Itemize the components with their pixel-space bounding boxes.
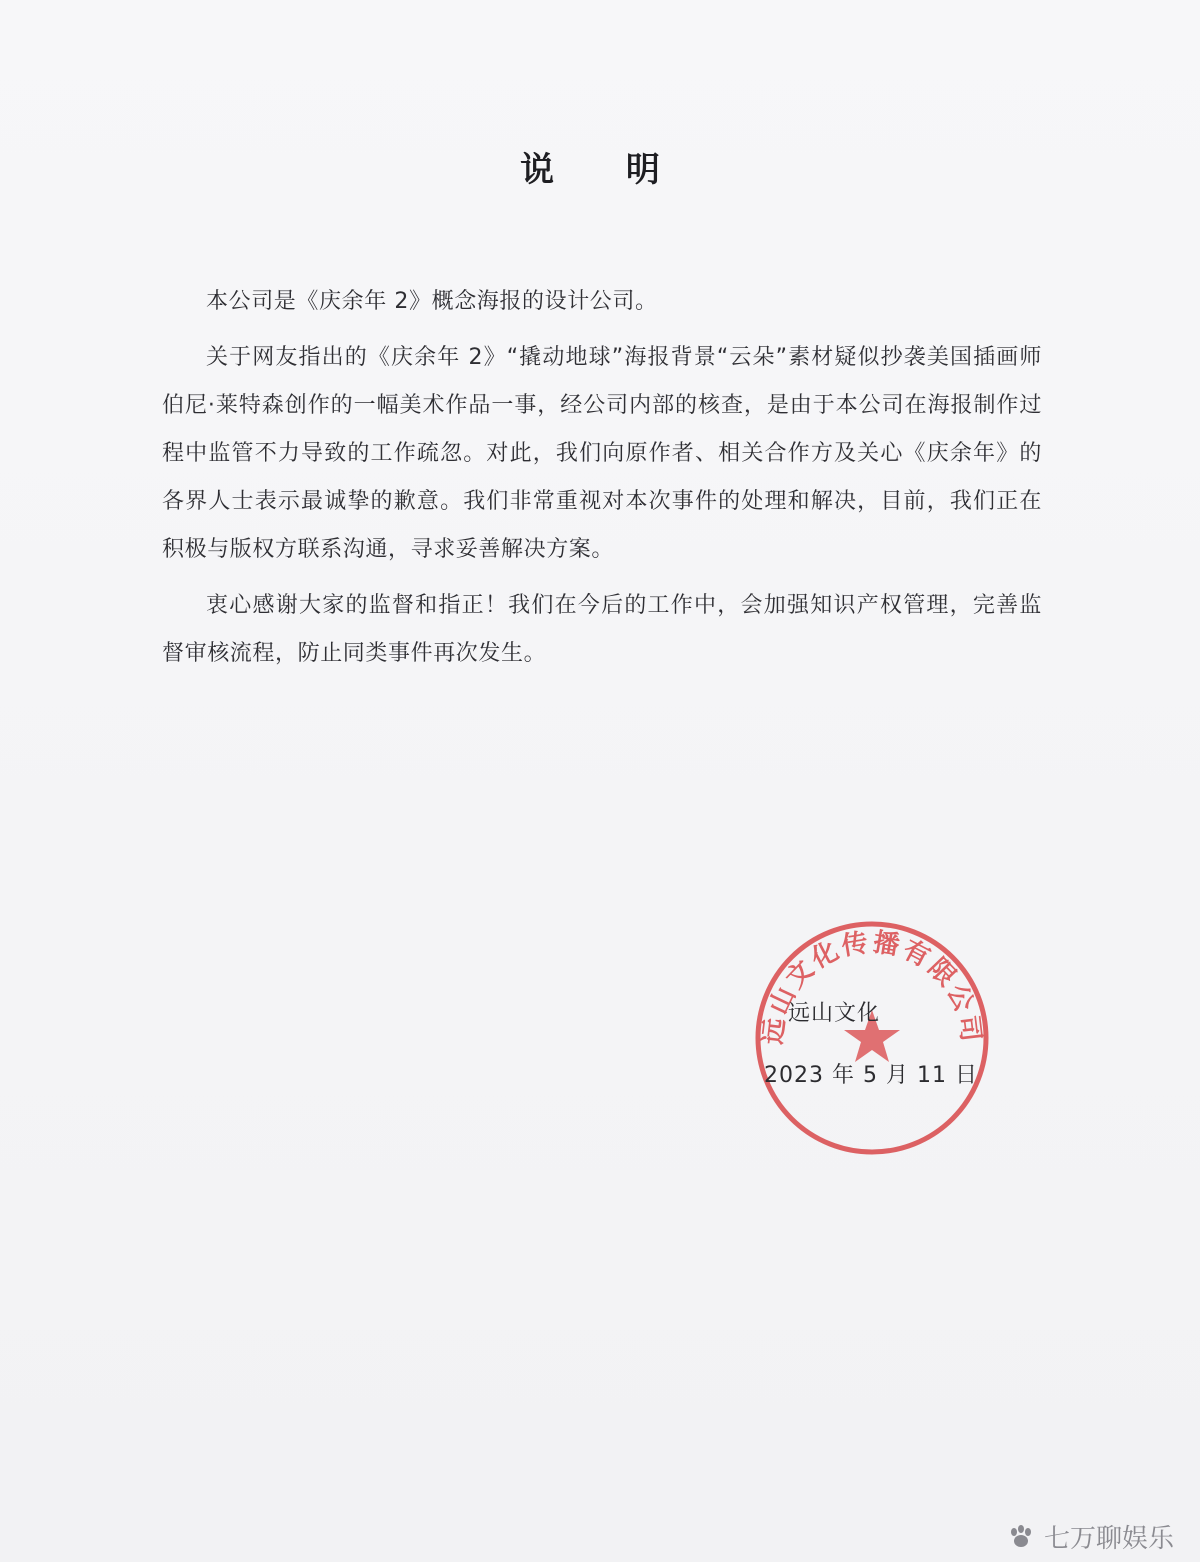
seal-text: 远山文化传播有限公司 — [758, 927, 986, 1047]
paw-icon — [1006, 1522, 1036, 1552]
paragraph-2: 关于网友指出的《庆余年 2》“撬动地球”海报背景“云朵”素材疑似抄袭美国插画师伯尼·莱特森创作的一幅美术作品一事，经公司内部的核查，是由于本公司在海报制作过程中监管不力导致的工作疏忽。对此，我们向原作者、相关合作方及关心《庆余年》的各界人士表示最诚挚的歉意。我们非常重视对本次事件的处理和解决，目前，我们正在积极与版权方联系沟通，寻求妥善解决方案。 — [162, 345, 1042, 562]
source-watermark — [1006, 1518, 1174, 1555]
signer-name: 远山文化 — [788, 1001, 881, 1026]
signature-date: 2023 年 5 月 11 日 — [764, 1063, 978, 1088]
paragraph-1: 本公司是《庆余年 2》概念海报的设计公司。 — [206, 289, 658, 314]
paragraph-3: 衷心感谢大家的监督和指正！我们在今后的工作中，会加强知识产权管理，完善监督审核流程，防止同类事件再次发生。 — [162, 593, 1042, 666]
watermark-text: 七万聊娱乐 — [1043, 1524, 1174, 1554]
document-title: 说 明 — [520, 150, 690, 190]
company-seal — [752, 918, 992, 1158]
document-body — [162, 278, 1042, 678]
